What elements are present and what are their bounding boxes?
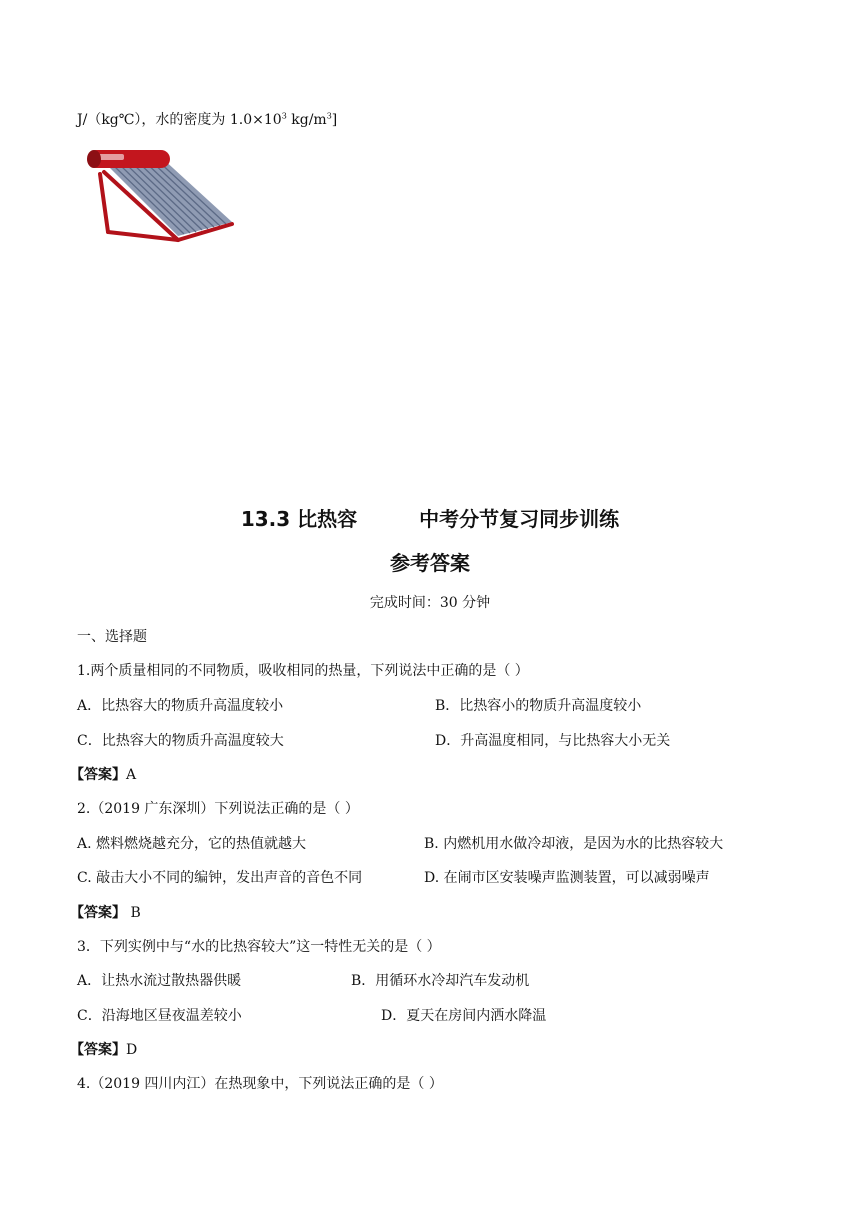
answer-label: 【答案】 [70, 905, 126, 921]
question-1-option-c: C．比热容大的物质升高温度较大 [77, 733, 284, 749]
question-3-stem: 3．下列实例中与“水的比热容较大”这一特性无关的是（ ） [77, 939, 441, 955]
question-2-option-a: A. 燃料燃烧越充分，它的热值就越大 [77, 836, 307, 852]
answer-value: A [126, 767, 137, 783]
solar-water-heater-image [86, 146, 236, 246]
solar-water-heater-icon [86, 146, 236, 246]
formula-text-1: J/（kg℃），水的密度为 1.0×10 [77, 112, 282, 128]
question-3-answer [70, 1040, 137, 1060]
question-1-option-a: A．比热容大的物质升高温度较小 [77, 698, 284, 714]
question-1-option-d: D．升高温度相同，与比热容大小无关 [435, 733, 671, 749]
formula-line [77, 110, 337, 130]
question-3-option-d: D．夏天在房间内洒水降温 [381, 1008, 547, 1024]
question-2-option-d: D. 在闹市区安装噪声监测装置，可以减弱噪声 [424, 870, 710, 886]
question-1-answer [70, 765, 136, 785]
question-2-option-c: C. 敲击大小不同的编钟，发出声音的音色不同 [77, 870, 363, 886]
superscript-exponent: 3 [281, 111, 287, 121]
title-part-2: 中考分节复习同步训练 [419, 507, 620, 531]
question-2-stem: 2.（2019 广东深圳）下列说法正确的是（ ） [77, 801, 359, 817]
formula-text-3: ] [331, 112, 338, 128]
question-2-option-b: B. 内燃机用水做冷却液，是因为水的比热容较大 [424, 836, 724, 852]
question-4-stem: 4.（2019 四川内江）在热现象中，下列说法正确的是（ ） [77, 1076, 443, 1092]
answer-label: 【答案】 [70, 1042, 126, 1058]
page-subtitle: 参考答案 [390, 551, 470, 575]
question-3-option-b: B．用循环水冷却汽车发动机 [351, 973, 530, 989]
question-3-option-a: A．让热水流过散热器供暖 [77, 973, 242, 989]
title-part-1: 13.3 比热容 [240, 507, 358, 531]
question-1-option-b: B．比热容小的物质升高温度较小 [435, 698, 642, 714]
time-label: 完成时间：30 分钟 [369, 595, 491, 611]
page-title [0, 506, 860, 532]
question-1-stem: 1.两个质量相同的不同物质，吸收相同的热量，下列说法中正确的是（ ） [77, 663, 529, 679]
answer-value: D [126, 1042, 138, 1058]
section-heading: 一、选择题 [77, 629, 147, 645]
superscript-unit: 3 [326, 111, 332, 121]
question-3-option-c: C．沿海地区昼夜温差较小 [77, 1008, 242, 1024]
answer-value: B [126, 905, 141, 921]
question-2-answer [70, 903, 141, 923]
answer-label: 【答案】 [70, 767, 126, 783]
formula-text-2: kg/m [286, 112, 327, 128]
